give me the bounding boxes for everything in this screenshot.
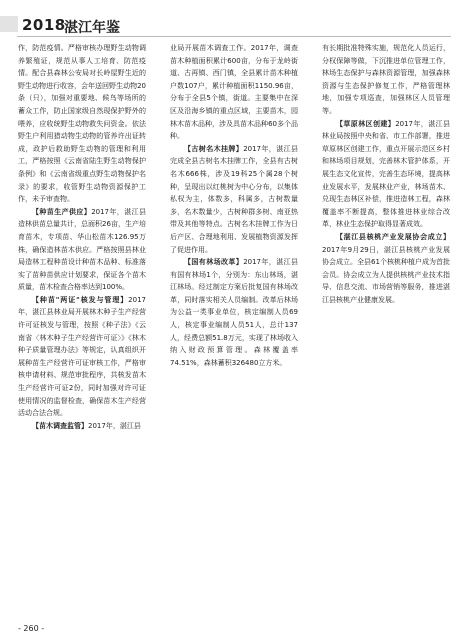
page-number: - 260 - [18,624,45,633]
paragraph [170,42,298,143]
section [18,206,146,294]
section [170,143,298,256]
section [322,231,450,307]
section-title: 【苗木调查监管】 [32,421,88,430]
section-title: 【草原林区创建】 [336,119,396,128]
text-column-3 [322,42,450,306]
paragraph [18,42,146,206]
paragraph [322,42,450,118]
section [170,256,298,369]
header-accent-block [0,16,18,32]
section-text: 2017年，湛江县有国有林场1个，分别为：东山林场，湛江林场。经过制定方案后批复国有林场改革，同时落实相关人员编制。改革后林场为公益一类事业单位，核定编制人员69人，核定事业编制人员51人，总计137人，经费总额51.8万元，实现了林场收入纳入财政预算管理。森林覆盖率74.51%，森林蓄积326480立方米。 [170,258,298,367]
section-title: 【种苗"两证"核发与管理】 [32,295,129,304]
section-text: 2017年，湛江县林业局按照中央和省、市工作部署，推进草原林区创建工作，重点开展示范区乡村和林场项目规划，完善林木管护体系，开展生态文化宣传，完善生态环境，提高林业发展水平，发展林业产业，林场苗木、兑现生态林区补偿，推进造林工程，森林覆盖率不断提高，整体推进林业综合改革，林业生态保护取得显著成效。 [322,119,450,229]
text-column-2 [170,42,298,369]
paragraph-text: 作，防范疫情。严格审核办理野生动物调养繁殖证，规范从事人工培育、防范疫情。配合县森林公安局对长岭屋野生近的野生动物进行收容，会年送回野生动物20条（只），加强对重要地、候鸟等场所的蓄众工作，防止国家级自然现保护野外的喂养，应收统野生动物救失问资金。依法野生户利用猎动物生动物的管养许出证转成，政护后救助野生动物的管理和利用工，严格按照《云南省陆生野生动物保护条例》和《云南省级重点野生动物保护名录》的要求，收管野生动物资源保护工作，未予审查物。 [18,44,146,204]
section-text: 2017年，湛江县造林供苗总量共计，总面积26亩，生产培育苗木，专项苗、华山松苗木126.95万株，确保造林苗木供应。严格按照县林业局造林工程种苗设计种苗木品种、标准落实了苗种苗供应计划要求，保证各个苗木质量，苗木检查合格率达到100%。 [18,207,146,292]
section-text: 2017年，湛江县林业局开展林木种子生产经营许可证核发与管理，按照《种子法》《云南省〈林木种子生产经营许可证〉》《林木种子质量管理办法》等规定，认真组织开展种苗生产经营许可证审核工作，严格审核申请材料、规范审批程序，共核发苗木生产经营许可证2份，同时加强对许可证使用情况的监督检查，确保苗木生产经营活动合法合规。 [18,295,146,418]
section-title: 【湛江县核桃产业发展协会成立】 [336,232,450,241]
header-divider [17,36,451,37]
section-title: 【古树名木挂牌】 [184,144,244,153]
header-year: 2018 [22,16,66,34]
section-title: 【国有林场改革】 [184,258,244,267]
header-book-title: 湛江年鉴 [64,20,120,36]
section-text: 2017年，湛江县 [88,421,141,430]
section [18,420,146,433]
section [322,118,450,231]
text-column-1 [18,42,146,432]
section-text: 2017年9月29日，湛江县核桃产业发展协会成立。全县61个核桃种植户成为首批会员。协会成立为人提供核桃产业技术指导、信息交流、市场营销等服务，推进湛江县核桃产业健康发展。 [322,245,450,304]
section [18,294,146,420]
page-header [0,14,468,34]
paragraph-text: 有长期批准特殊实施，规范化人员运行，分权保障等做，下沉推进单位管理工作，林场生态保护与森林资源管理，加强森林资源与生态保护修复工作，严格管理林地，加强专项巡查，加强林区人员管理等。 [322,44,450,115]
section-text: 2017年，湛江县完成全县古树名木挂牌工作，全县有古树名木666株，涉及19科25个属28个树种，呈现出以红桃树为中心分布，以集体私权为主，体数多，科属多，古树数量多，名木数量少，古树种群多树、南亚热带及其他等特点。古树名木挂牌工作为日后产区、合理地利用、发展植物资源发挥了促进作用。 [170,144,298,254]
section-title: 【种苗生产供应】 [32,207,92,216]
paragraph-text: 业局开展苗木调查工作。2017年，调查苗木种植面积累计600亩，分布于龙岭街道、古再镇、西门镇，全县累计苗木种植户数107户，累计种植面积1150.96亩，分布于全县5个镇，街道。主要集中在深区及沿海乡镇的重点区域，主要苗木，园林木苗木品种，涉及具苗木品种60多个品种。 [170,44,298,141]
